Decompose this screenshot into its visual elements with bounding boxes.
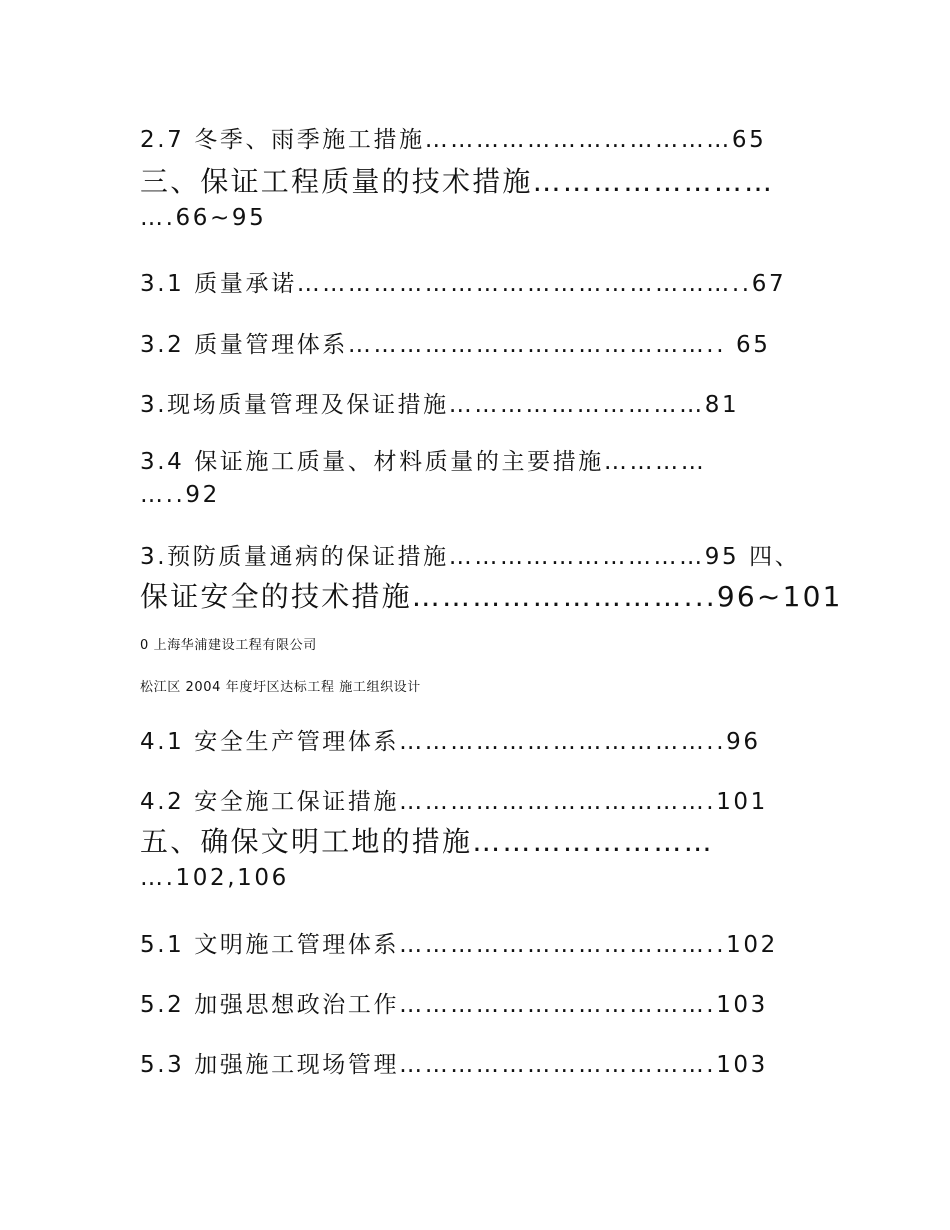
toc-section-3-title: 三、保证工程质量的技术措施…………………… (140, 165, 775, 198)
toc-entry-3-4-pages: …..92 (140, 482, 220, 508)
toc-entry-3-5: 3.预防质量通病的保证措施…………………………95 四、 (140, 544, 801, 570)
running-header-company: 0 上海华浦建设工程有限公司 (140, 638, 317, 653)
toc-entry-3-2: 3.2 质量管理体系…………………………………….. 65 (140, 332, 771, 358)
toc-entry-3-3: 3.现场质量管理及保证措施…………………………81 (140, 392, 740, 418)
toc-entry-2-7: 2.7 冬季、雨季施工措施………………………………65 (140, 127, 767, 153)
toc-entry-3-4: 3.4 保证施工质量、材料质量的主要措施………… (140, 449, 707, 475)
toc-section-5-pages: ….102,106 (140, 865, 289, 891)
toc-entry-4-2: 4.2 安全施工保证措施……………………………….101 (140, 789, 768, 815)
running-header-project: 松江区 2004 年度圩区达标工程 施工组织设计 (140, 680, 421, 695)
toc-section-5-title: 五、确保文明工地的措施…………………… (140, 825, 714, 858)
toc-entry-3-1: 3.1 质量承诺……………………………………………..67 (140, 271, 787, 297)
toc-entry-4-1: 4.1 安全生产管理体系………………………………..96 (140, 729, 761, 755)
toc-entry-5-1: 5.1 文明施工管理体系………………………………..102 (140, 932, 778, 958)
toc-entry-5-3: 5.3 加强施工现场管理……………………………….103 (140, 1052, 768, 1078)
toc-section-3-pages: ….66~95 (140, 205, 267, 231)
toc-section-4-title: 保证安全的技术措施………………………...96~101 (140, 580, 843, 613)
toc-entry-5-2: 5.2 加强思想政治工作……………………………….103 (140, 992, 768, 1018)
